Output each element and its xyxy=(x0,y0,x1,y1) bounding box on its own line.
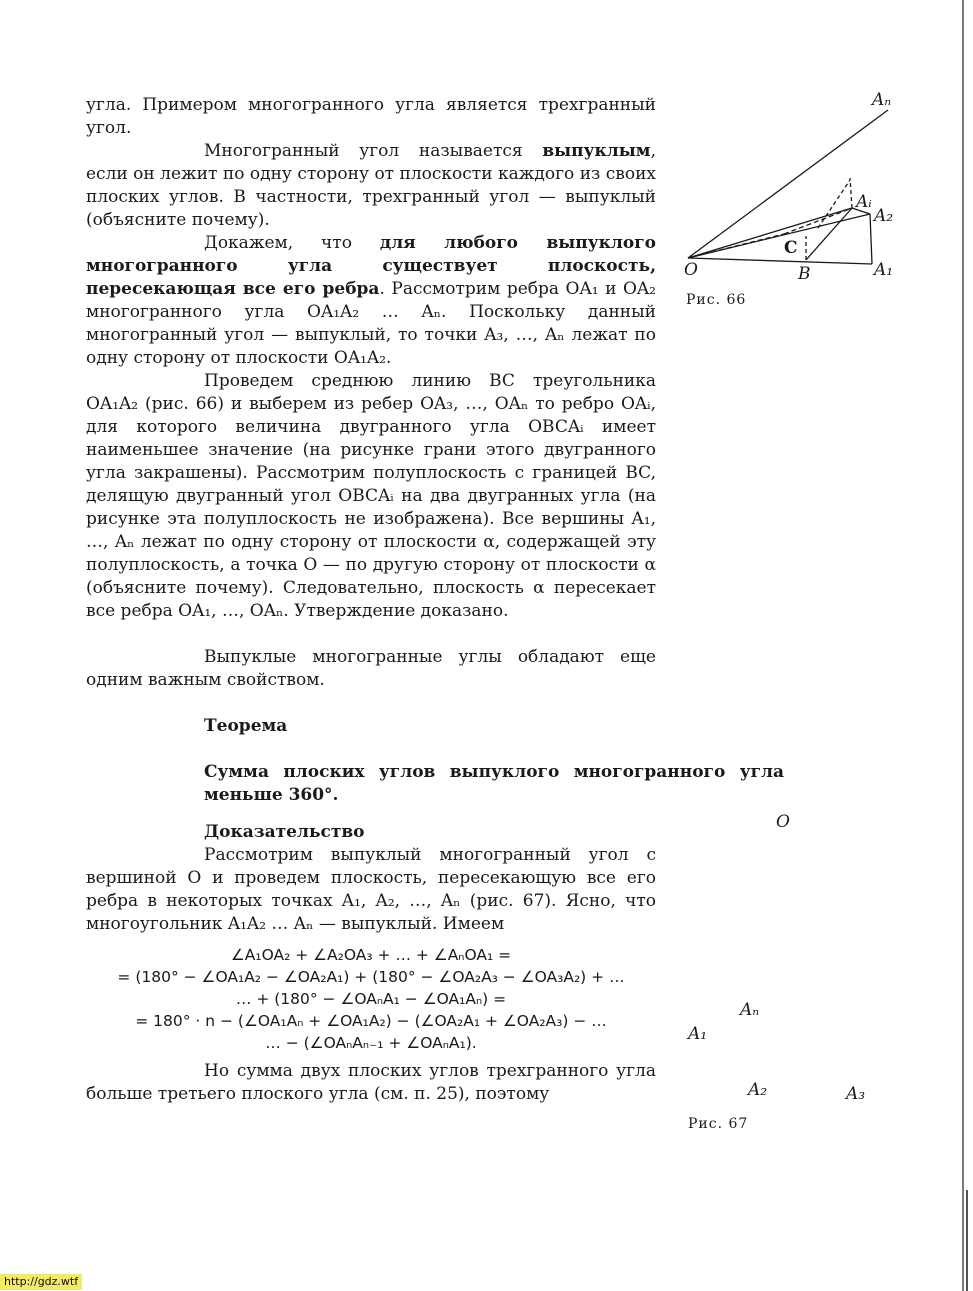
theorem-statement: Сумма плоских углов выпуклого многогранного угла меньше 360°. xyxy=(204,762,784,805)
text-span: Докажем, что xyxy=(204,233,380,253)
figure-66 xyxy=(680,88,910,318)
equation-line: = 180° · n − (∠OA₁Aₙ + ∠OA₁A₂) − (∠OA₂A₁ + ∠OA₂A₃) − … xyxy=(135,1012,607,1030)
label-A2: A₂ xyxy=(874,206,894,226)
label-A3: A₃ xyxy=(846,1084,866,1104)
watermark-badge[interactable]: http://gdz.wtf xyxy=(0,1274,82,1290)
theorem-title: Теорема xyxy=(204,716,288,736)
figure-67-caption: Рис. 67 xyxy=(688,1116,749,1132)
label-O: O xyxy=(776,812,790,832)
text-column xyxy=(86,94,784,1106)
term-convex: выпуклым xyxy=(542,141,651,161)
label-An: Aₙ xyxy=(740,1000,760,1020)
paragraph-property: Выпуклые многогранные углы обладают еще одним важным свойством. xyxy=(86,647,656,690)
label-C: C xyxy=(784,238,798,258)
paragraph-lemma xyxy=(86,232,656,370)
equation-line: … + (180° − ∠OAₙA₁ − ∠OA₁Aₙ) = xyxy=(235,990,507,1008)
label-An: Aₙ xyxy=(872,90,892,110)
equation-line: ∠A₁OA₂ + ∠A₂OA₃ + … + ∠AₙOA₁ = xyxy=(230,946,512,964)
label-B: B xyxy=(798,264,811,284)
scan-edge xyxy=(962,0,964,1291)
label-A1: A₁ xyxy=(874,260,894,280)
figure-66-caption: Рис. 66 xyxy=(686,292,747,308)
paragraph-conclusion: Но сумма двух плоских углов трехгранного угла больше третьего плоского угла (см. п. 25), поэтому xyxy=(86,1061,656,1104)
label-O: O xyxy=(684,260,698,280)
paragraph-intro: угла. Примером многогранного угла является трехгранный угол. xyxy=(86,95,656,138)
proof-title: Доказательство xyxy=(204,822,365,842)
figure-67 xyxy=(680,808,900,1138)
equation-line: … − (∠OAₙAₙ₋₁ + ∠OAₙA₁). xyxy=(265,1034,477,1052)
label-Ai: Aᵢ xyxy=(856,192,872,212)
text-span: , если он лежит по одну сторону от плоскости каждого из своих плоских углов. В частности, трехгранный угол — выпуклый (объясните почему). xyxy=(86,141,656,230)
equation-block xyxy=(86,944,656,1054)
paragraph-proof: Рассмотрим выпуклый многогранный угол с вершиной O и проведем плоскость, пересекающую все его ребра в некоторых точках A₁, A₂, …, Aₙ (рис. 67). Ясно, что многоугольник A₁A₂ … Aₙ — выпуклый. Имеем xyxy=(86,845,656,934)
text-span: . Рассмотрим ребра OA₁ и OA₂ многогранного угла OA₁A₂ … Aₙ. Поскольку данный многогранный угол — выпуклый, то точки A₃, …, Aₙ лежат по одну сторону от плоскости OA₁A₂. xyxy=(86,279,656,368)
paragraph-lemma-proof: Проведем среднюю линию BC треугольника OA₁A₂ (рис. 66) и выберем из ребер OA₃, …, OAₙ то ребро OAᵢ, для которого величина двугранного угла OBCAᵢ имеет наименьшее значение (на рисунке грани этого двугранного угла закрашены). Рассмотрим полуплоскость с границей BC, делящую двугранный угол OBCAᵢ на два двугранных угла (на рисунке эта полуплоскость не изображена). Все вершины A₁, …, Aₙ лежат по одну сторону от плоскости α, содержащей эту полуплоскость, а точка O — по другую сторону от плоскости α (объясните почему). Следовательно, плоскость α пересекает все ребра OA₁, …, OAₙ. Утверждение доказано. xyxy=(86,371,656,621)
text-span: Многогранный угол называется xyxy=(204,141,543,161)
lemma-statement: для любого выпуклого многогранного угла существует плоскость, пересекающая все его ребра xyxy=(86,233,656,299)
label-A1: A₁ xyxy=(688,1024,708,1044)
scan-edge xyxy=(966,1190,968,1291)
equation-line: = (180° − ∠OA₁A₂ − ∠OA₂A₁) + (180° − ∠OA₂A₃ − ∠OA₃A₂) + … xyxy=(117,968,625,986)
paragraph-convex-definition xyxy=(86,140,656,232)
label-A2: A₂ xyxy=(748,1080,768,1100)
